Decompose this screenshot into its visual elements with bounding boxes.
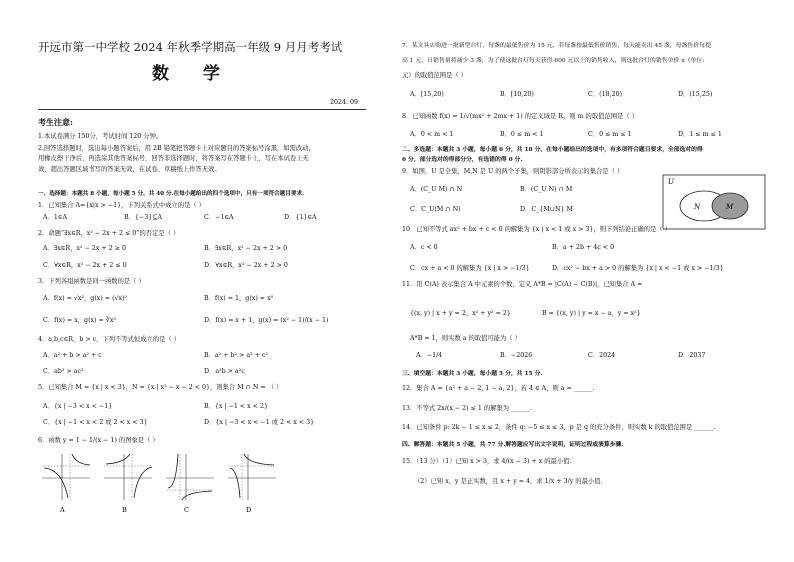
notice-line: 1.本试卷满分 150分，考试时间 120 分钟。 [38,133,163,140]
q11-option-c: C．2024 [588,352,616,359]
venn-diagram [662,174,766,230]
q15-part1: 15．（13 分）（1）已知 x > 3，求 4/(x − 3) + x 的最小值. [402,458,572,465]
q13-stem: 13．不等式 2x/(x − 2) ≤ 1 的解集为 ______. [402,405,532,412]
q3-stem: 3．下列各组函数是同一函数的是（ ） [38,278,145,285]
q5-option-b: B．{x | −1 < x < 2} [204,403,269,410]
q5-option-d: D．{x | −3 < x < −1 或 2 < x < 3} [204,419,315,426]
q9-stem: 9．如图，U 是全集，M,N 是 U 的两个子集，则阴影部分所表示的集合是（ ） [402,168,624,175]
q10-option-b: B．a + 2b + 4c < 0 [552,244,615,251]
graph-label: D [246,506,252,514]
q6-graph-a [42,454,90,514]
q1-option-b: B．{−3}⊆A [124,214,163,221]
q11-option-b: B．−2026 [500,352,533,359]
q2-option-b: B．∃x∈R，x² − 2x + 2 > 0 [204,245,288,252]
q1-option-a: A．1∈A [43,214,68,221]
q4-option-d: D．a²b > a²c [204,368,245,375]
q14-stem: 14．已知条件 p: 2k − 1 ≤ x ≤ 2，条件 q: −5 ≤ x ≤ 3，p 是 q 的充分条件，则实数 k 的取值范围是 ______. [402,424,716,431]
q1-option-d: D．{1}∈A [284,214,317,221]
q11-stem: 11．用 C(A) 表示集合 A 中元素的个数，定义 A*B = |C(A) − C(B)|，已知集合 A = [402,281,643,288]
section2-heading: 二、多选题：本题共 3 小题，每小题 6 分，共 18 分，在每小题给出的选项中，有多项符合题目要求，全部选对的得 [402,147,703,153]
q6-graph-options [42,450,282,514]
q8-option-c: C．0 ≤ m ≤ 1 [588,131,632,138]
q2-option-c: C．∀x∈R，x² − 2x + 2 ≤ 0 [43,262,127,269]
q7-option-a: A．[15,20) [410,91,444,98]
q11-option-d: D．2037 [678,352,706,359]
q3-option-b: B．f(x) = 1，g(x) = x⁰ [204,295,274,302]
q10-option-c: C．cx + a < 0 的解集为 {x | x > −1/3} [410,265,530,272]
q7-option-c: C．(18,20) [588,91,623,98]
q7-line: 元）的取值范围是（ ） [402,72,467,79]
q6-graph-c [166,454,214,514]
q2-stem: 2．命题“∃x∈R，x² − 2x + 2 ≤ 0”的否定是（ ） [38,230,180,237]
q10-stem: 10．已知不等式 ax² + bx + c < 0 的解集为 {x | x < 1 或 x > 3}，则下列结论正确的是（ ） [402,226,671,233]
q7-line: 7．某文具店购进一批新型台灯，每盏的最低售价为 15 元，若每盏按最低售价销售，每天能卖出 45 盏，每盏售价每提 [402,43,711,49]
section2-heading: 6 分，部分选对的得部分分，有选错的得 0 分. [402,157,523,163]
section4-heading: 四、解答题：本题共 5 小题，共 77 分.解答题应写出文字说明，证明过程或演算步骤. [402,442,624,448]
header-divider [38,109,366,110]
q9-option-c: C．C_U(M ∩ N) [410,206,461,213]
venn-label-m: M [726,203,734,211]
q7-option-b: B．[10,20) [500,91,534,98]
q1-stem: 1．已知集合 A={x|x > −1}，下列关系式中成立的是（ ） [38,202,205,209]
q10-option-d: D．cx² − bx + a > 0 的解集为 {x | x < −1 或 x > −1/3} [552,265,724,272]
notice-line: 效，超出答题区域书写的答案无效，在试卷、草稿纸上作答无效。 [38,166,221,173]
notice-line: 用橡皮擦干净后，再选涂其他答案标号，回答非选择题时，将答案写在答题卡上，写在本试卷上无 [38,155,309,162]
q3-option-a: A．f(x) = √x²，g(x) = (√x)² [43,295,128,302]
q8-option-b: B．0 ≤ m < 1 [500,131,544,138]
q7-line: 高 1 元，日销售量将减少 3 盏，为了使这批台灯每天获得 600 元以上的销售收入，则这批台灯的销售单价 x（单位： [402,58,709,64]
q6-graph-d [228,454,276,514]
q11-set-b: B = {(x, y) | y = x − a，y = x²} [542,310,641,317]
q8-option-d: D．1 ≤ m ≤ 1 [678,131,722,138]
notice-line: 2.回答选择题时，选出每小题答案后，用 2B 铅笔把答题卡上对应题目的答案标号涂黑，如需改动， [38,145,315,152]
q5-option-a: A．{x | −3 < x < −1} [43,403,113,410]
q4-option-b: B．a² + b² > a² + c² [204,352,268,359]
q15-part2: （2）已知 x，y 是正实数，且 x + y = 4，求 1/x + 3/y 的最小值. [414,478,603,485]
q9-option-b: B．(C_U N) ∩ M [520,186,573,193]
q3-option-d: D．f(x) = x + 1，g(x) = (x² − 1)/(x − 1) [204,317,329,324]
q6-graph-b [104,454,152,514]
q3-option-c: C．f(x) = x，g(x) = ∛x³ [43,317,116,324]
exam-title: 开远市第一中学校 2024 年秋季学期高一年级 9 月月考考试 [38,40,343,54]
q2-option-d: D．∀x∈R，x² − 2x + 2 > 0 [204,262,288,269]
q2-option-a: A．∃x∈R，x² − 2x + 2 ≥ 0 [43,245,126,252]
q1-option-c: C．−1∈A [204,214,234,221]
section1-heading: 一、选择题：本题共 8 小题，每小题 5 分，共 40 分.在每小题给出的四个选项中，只有一项符合题目要求. [38,191,305,197]
q12-stem: 12．集合 A = {a² + a − 2, 1 − a, 2}，若 4 ∈ A，则 a = ______. [402,385,595,392]
q7-option-d: D．(15,25) [678,91,713,98]
q9-option-d: D．C_{M∪N} M [520,206,574,213]
subject-title: 数 学 [152,64,234,84]
q6-stem: 6．函数 y = 1 − 1/(x − 1) 的图象是（ ） [38,437,159,444]
q9-option-a: A．(C_U M) ∩ N [410,186,463,193]
graph-label: B [122,506,127,514]
venn-label-u: U [668,178,674,186]
q8-stem: 8．已知函数 f(x) = 1/√(mx² + 2mx + 1) 的定义域是 R，则 m 的取值范围是（ ） [402,113,638,120]
q5-stem: 5．已知集合 M = {x | x < 3}，N = {x | x² − x − 2 < 0}，则集合 M ∩ N = （ ） [38,384,283,391]
graph-label: A [60,506,65,514]
q4-option-a: A．a² + b > a² + c [43,352,102,359]
notice-title: 考生注意: [38,117,73,127]
graph-label: C [184,506,189,514]
q11-condition: A*B = 1，则实数 a 的取值可能为（ ） [410,335,521,342]
q8-option-a: A．0 < m < 1 [410,131,454,138]
q11-set-a: {(x, y) | x + y = 2，x² + y² = 2} [410,310,511,317]
q10-option-a: A．c < 0 [410,244,438,251]
exam-date: 2024. 09 [330,99,359,106]
q11-option-a: A．−1/4 [416,352,443,359]
q4-stem: 4．a,b,c∈R，b > c，下列不等式恒成立的是（ ） [38,336,181,343]
venn-label-n: N [694,203,701,211]
q4-option-c: C．ab² > ac² [43,368,84,375]
section3-heading: 三、填空题：本题共 3 小题，每小题 5 分，共 15 分. [402,371,543,377]
q5-option-c: C．{x | −1 < x < 2 或 2 < x < 3} [43,419,148,426]
